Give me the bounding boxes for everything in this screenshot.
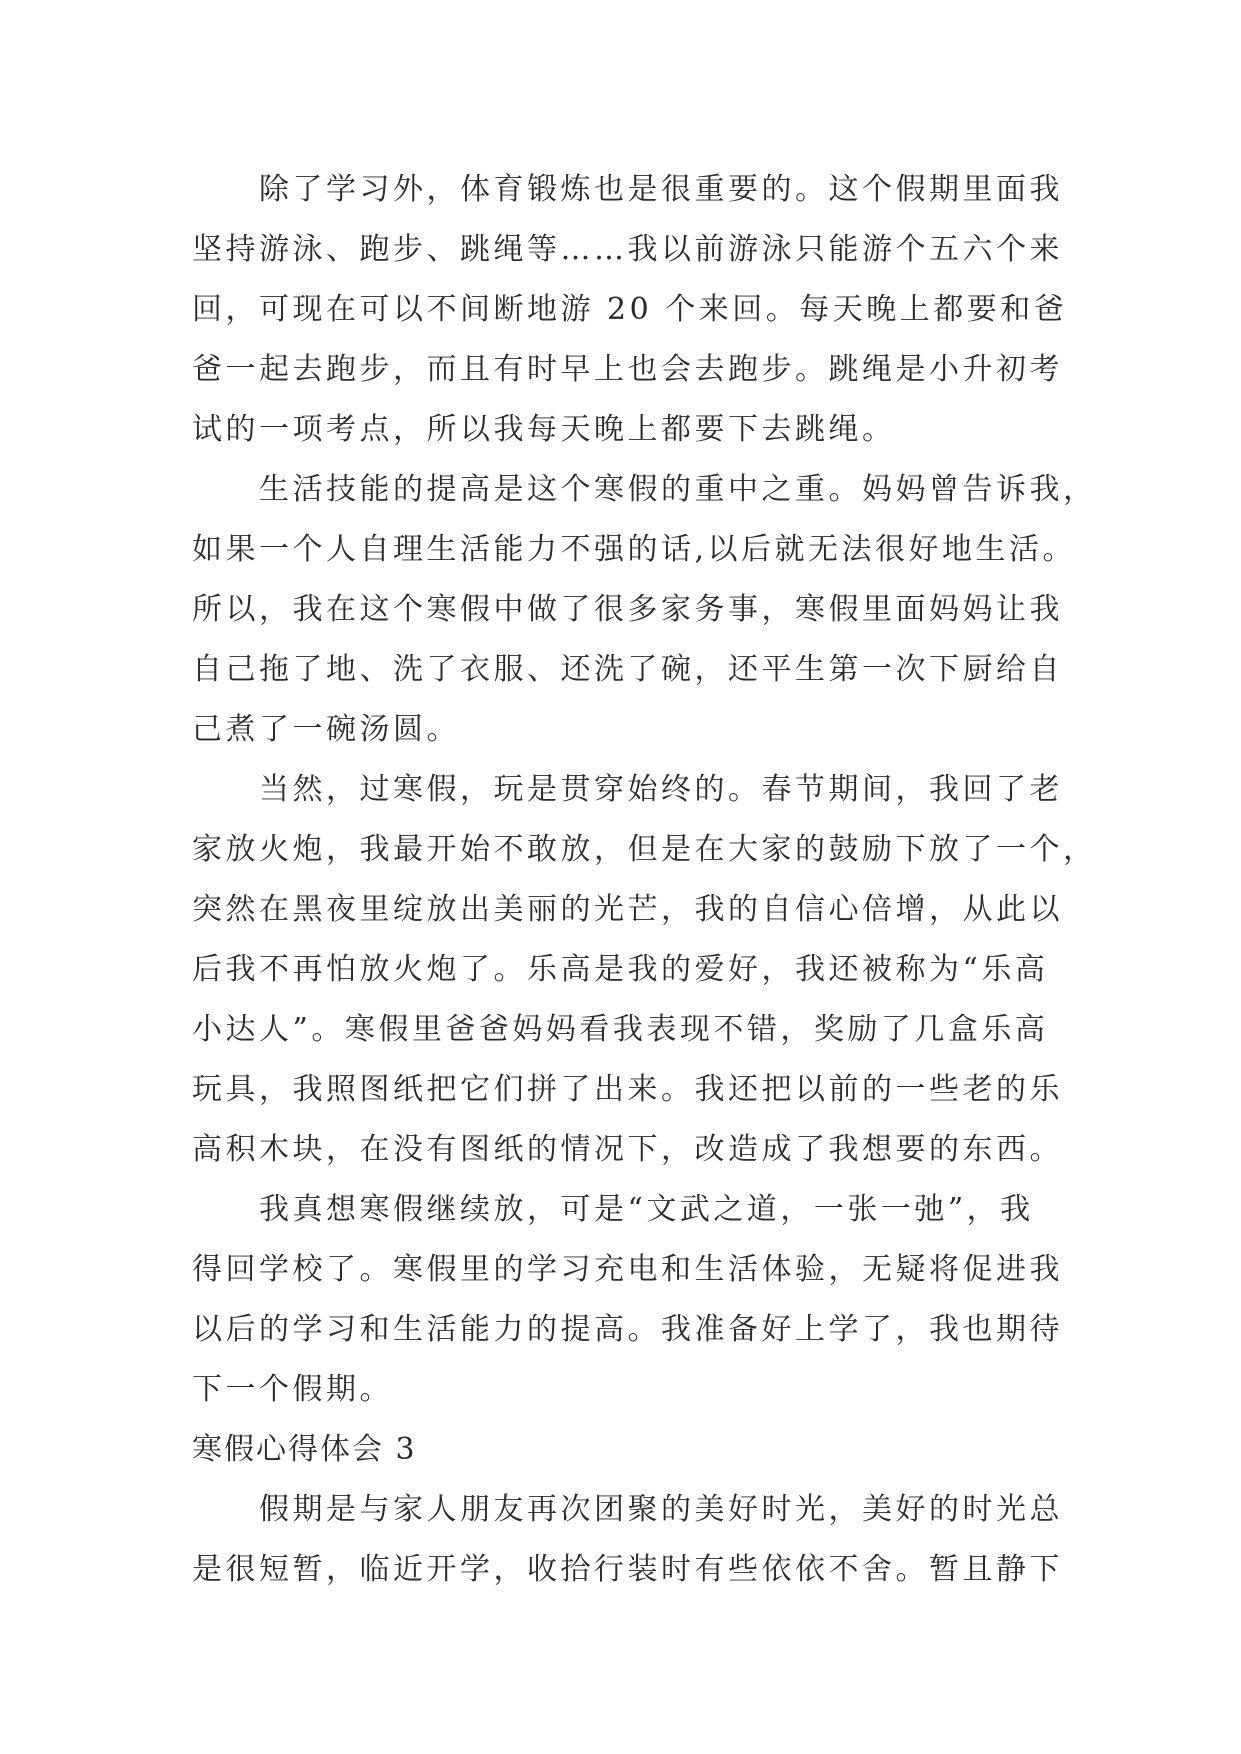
text-line: 所以，我在这个寒假中做了很多家务事，寒假里面妈妈让我	[192, 592, 1063, 627]
text-line: 爸一起去跑步，而且有时早上也会去跑步。跳绳是小升初考	[192, 352, 1063, 387]
text-line: 得回学校了。寒假里的学习充电和生活体验，无疑将促进我	[192, 1252, 1063, 1287]
text-line: 下一个假期。	[192, 1372, 393, 1407]
text-line: 我真想寒假继续放，可是“文武之道，一张一弛”，我	[192, 1192, 1034, 1227]
section-heading: 寒假心得体会 3	[192, 1432, 417, 1467]
text-line: 当然，过寒假，玩是贯穿始终的。春节期间，我回了老	[192, 772, 1063, 807]
text-line: 玩具，我照图纸把它们拼了出来。我还把以前的一些老的乐	[192, 1072, 1063, 1107]
text-line: 家放火炮，我最开始不敢放，但是在大家的鼓励下放了一个，	[192, 832, 1097, 867]
text-line: 试的一项考点，所以我每天晚上都要下去跳绳。	[192, 412, 896, 447]
body-text	[192, 160, 1097, 1600]
text-line: 小达人”。寒假里爸爸妈妈看我表现不错，奖励了几盒乐高	[192, 1012, 1049, 1047]
text-line: 假期是与家人朋友再次团聚的美好时光，美好的时光总	[192, 1492, 1063, 1527]
text-line: 坚持游泳、跑步、跳绳等……我以前游泳只能游个五六个来	[192, 232, 1063, 267]
text-line: 己煮了一碗汤圆。	[192, 712, 460, 747]
text-line: 以后的学习和生活能力的提高。我准备好上学了，我也期待	[192, 1312, 1063, 1347]
text-line: 自己拖了地、洗了衣服、还洗了碗，还平生第一次下厨给自	[192, 652, 1063, 687]
text-line: 如果一个人自理生活能力不强的话,以后就无法很好地生活。	[192, 532, 1077, 567]
text-line: 生活技能的提高是这个寒假的重中之重。妈妈曾告诉我，	[192, 472, 1097, 507]
text-line: 突然在黑夜里绽放出美丽的光芒，我的自信心倍增，从此以	[192, 892, 1063, 927]
text-line: 是很短暂，临近开学，收拾行装时有些依依不舍。暂且静下	[192, 1552, 1063, 1587]
text-line: 回，可现在可以不间断地游 20 个来回。每天晚上都要和爸	[192, 292, 1068, 327]
text-line: 高积木块，在没有图纸的情况下，改造成了我想要的东西。	[192, 1132, 1063, 1167]
text-line: 后我不再怕放火炮了。乐高是我的爱好，我还被称为“乐高	[192, 952, 1049, 987]
text-line: 除了学习外，体育锻炼也是很重要的。这个假期里面我	[192, 172, 1063, 207]
